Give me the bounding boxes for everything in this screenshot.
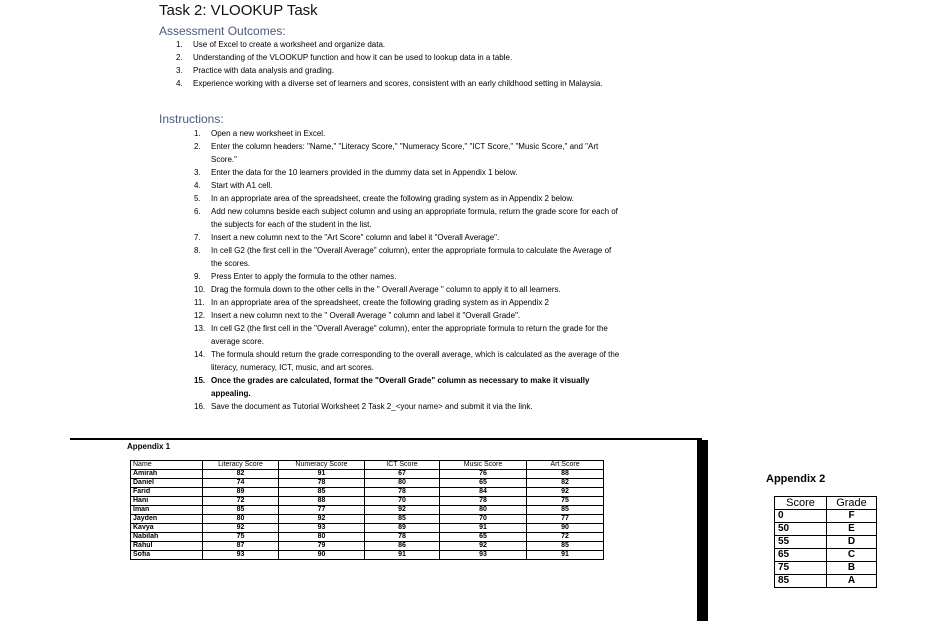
table-row: [775, 549, 877, 562]
table-cell: 78: [279, 479, 365, 488]
divider: [70, 438, 702, 440]
item-text: Understanding of the VLOOKUP function and how it can be used to lookup data in a table.: [193, 53, 513, 62]
table-cell: 85: [365, 515, 440, 524]
table-cell: 92: [440, 542, 527, 551]
table-row: [131, 551, 604, 560]
table-cell: 89: [203, 488, 279, 497]
table-row: [775, 523, 877, 536]
table-cell: 78: [440, 497, 527, 506]
item-text: Once the grades are calculated, format the "Overall Grade" column as necessary to make it visually appealing.: [211, 376, 590, 398]
item-text: Practice with data analysis and grading.: [193, 66, 334, 75]
item-text: Experience working with a diverse set of learners and scores, consistent with an early childhood setting in Malaysia.: [193, 79, 603, 88]
column-header: Score: [775, 497, 827, 510]
item-number: 9.: [194, 272, 201, 281]
table-cell: 92: [279, 515, 365, 524]
table-cell: 90: [279, 551, 365, 560]
table-cell: 91: [440, 524, 527, 533]
table-row: [131, 515, 604, 524]
item-text: In cell G2 (the first cell in the "Overall Average" column), enter the appropriate formula to return the grade for the average score.: [211, 324, 608, 346]
table-cell: Nabilah: [131, 533, 203, 542]
table-cell: 80: [279, 533, 365, 542]
item-text: Open a new worksheet in Excel.: [211, 129, 326, 138]
table-cell: 72: [203, 497, 279, 506]
instructions-item: [194, 283, 624, 296]
appendix-2-label: Appendix 2: [766, 473, 826, 485]
outcomes-item: [176, 38, 621, 51]
item-number: 14.: [194, 350, 206, 359]
table-row: [131, 524, 604, 533]
page-title: Task 2: VLOOKUP Task: [159, 2, 318, 19]
item-number: 11.: [194, 298, 205, 307]
table-cell: A: [827, 575, 877, 588]
table-cell: 65: [775, 549, 827, 562]
table-cell: 78: [365, 488, 440, 497]
item-number: 16.: [194, 402, 206, 411]
table-cell: 93: [203, 551, 279, 560]
outcomes-heading: Assessment Outcomes:: [159, 24, 286, 38]
table-cell: 88: [279, 497, 365, 506]
table-cell: 93: [279, 524, 365, 533]
instructions-item: [194, 127, 624, 140]
table-cell: 77: [527, 515, 604, 524]
column-header: Numeracy Score: [279, 461, 365, 470]
instructions-item: [194, 166, 624, 179]
instructions-heading: Instructions:: [159, 112, 224, 126]
outcomes-item: [176, 64, 621, 77]
table-cell: C: [827, 549, 877, 562]
table-cell: 80: [365, 479, 440, 488]
item-number: 3.: [176, 66, 183, 75]
item-number: 10.: [194, 285, 206, 294]
table-cell: Rahul: [131, 542, 203, 551]
table-cell: 92: [527, 488, 604, 497]
table-cell: E: [827, 523, 877, 536]
learner-scores-table: [130, 460, 604, 560]
table-cell: Sofia: [131, 551, 203, 560]
outcomes-item: [176, 51, 621, 64]
instructions-item: [194, 205, 624, 231]
item-number: 2.: [176, 53, 183, 62]
table-cell: Kavya: [131, 524, 203, 533]
table-cell: 80: [440, 506, 527, 515]
grading-table: [774, 496, 877, 588]
table-cell: 91: [527, 551, 604, 560]
table-cell: 67: [365, 470, 440, 479]
instructions-item: [194, 244, 624, 270]
item-text: Enter the data for the 10 learners provided in the dummy data set in Appendix 1 below.: [211, 168, 518, 177]
instructions-item: [194, 322, 624, 348]
table-cell: 84: [440, 488, 527, 497]
column-header: Literacy Score: [203, 461, 279, 470]
table-cell: 82: [527, 479, 604, 488]
item-number: 12.: [194, 311, 206, 320]
column-header: Music Score: [440, 461, 527, 470]
instructions-item: [194, 309, 624, 322]
table-cell: 50: [775, 523, 827, 536]
column-header: Grade: [827, 497, 877, 510]
item-number: 4.: [176, 79, 183, 88]
table-cell: 92: [365, 506, 440, 515]
table-cell: 65: [440, 533, 527, 542]
outcomes-item: [176, 77, 621, 90]
item-number: 15.: [194, 376, 206, 385]
item-text: Drag the formula down to the other cells in the " Overall Average " column to apply it to all learners.: [211, 285, 561, 294]
item-number: 5.: [194, 194, 201, 203]
item-text: In an appropriate area of the spreadsheet, create the following grading system as in Appendix 2: [211, 298, 549, 307]
table-cell: 91: [279, 470, 365, 479]
table-cell: 85: [527, 506, 604, 515]
table-cell: 88: [527, 470, 604, 479]
column-header: Name: [131, 461, 203, 470]
table-cell: 55: [775, 536, 827, 549]
item-number: 6.: [194, 207, 201, 216]
table-cell: Daniel: [131, 479, 203, 488]
item-number: 4.: [194, 181, 201, 190]
table-cell: Farid: [131, 488, 203, 497]
table-row: [131, 542, 604, 551]
table-cell: 91: [365, 551, 440, 560]
item-number: 1.: [194, 129, 201, 138]
item-text: Press Enter to apply the formula to the other names.: [211, 272, 397, 281]
item-text: In cell G2 (the first cell in the "Overall Average" column), enter the appropriate formula to calculate the Average of the scores.: [211, 246, 612, 268]
item-text: In an appropriate area of the spreadsheet, create the following grading system as in Appendix 2 below.: [211, 194, 574, 203]
table-cell: Hani: [131, 497, 203, 506]
table-cell: 85: [279, 488, 365, 497]
table-cell: 86: [365, 542, 440, 551]
item-number: 8.: [194, 246, 201, 255]
item-number: 7.: [194, 233, 201, 242]
table-cell: 79: [279, 542, 365, 551]
table-cell: 85: [527, 542, 604, 551]
item-text: Use of Excel to create a worksheet and organize data.: [193, 40, 386, 49]
page-edge-bar: [697, 440, 708, 621]
table-cell: 70: [365, 497, 440, 506]
table-row: [131, 479, 604, 488]
column-header: Art Score: [527, 461, 604, 470]
item-text: Insert a new column next to the "Art Score" column and label it "Overall Average".: [211, 233, 500, 242]
table-cell: B: [827, 562, 877, 575]
item-text: The formula should return the grade corresponding to the overall average, which is calculated as the average of the literacy, numeracy, ICT, music, and art scores.: [211, 350, 620, 372]
column-header: ICT Score: [365, 461, 440, 470]
table-cell: Amirah: [131, 470, 203, 479]
table-cell: 75: [775, 562, 827, 575]
instructions-item: [194, 140, 624, 166]
table-cell: 80: [203, 515, 279, 524]
instructions-item: [194, 231, 624, 244]
instructions-item: [194, 400, 624, 413]
table-cell: 65: [440, 479, 527, 488]
outcomes-list: [176, 38, 621, 90]
table-row: [131, 488, 604, 497]
table-cell: 92: [203, 524, 279, 533]
table-cell: 90: [527, 524, 604, 533]
table-cell: 70: [440, 515, 527, 524]
table-cell: 85: [775, 575, 827, 588]
instructions-item: [194, 192, 624, 205]
table-cell: 78: [365, 533, 440, 542]
item-number: 2.: [194, 142, 201, 151]
table-cell: Iman: [131, 506, 203, 515]
table-cell: 93: [440, 551, 527, 560]
instructions-list: [194, 127, 624, 413]
item-number: 3.: [194, 168, 201, 177]
table-cell: 75: [203, 533, 279, 542]
table-row: [131, 470, 604, 479]
table-cell: 76: [440, 470, 527, 479]
table-cell: Jayden: [131, 515, 203, 524]
table-row: [775, 575, 877, 588]
table-cell: 72: [527, 533, 604, 542]
instructions-item: [194, 348, 624, 374]
table-cell: D: [827, 536, 877, 549]
item-text: Start with A1 cell.: [211, 181, 273, 190]
table-cell: 74: [203, 479, 279, 488]
table-cell: 82: [203, 470, 279, 479]
table-cell: 85: [203, 506, 279, 515]
appendix-1-label: Appendix 1: [127, 442, 171, 451]
table-cell: F: [827, 510, 877, 523]
table-row: [775, 510, 877, 523]
table-cell: 0: [775, 510, 827, 523]
table-row: [775, 536, 877, 549]
instructions-item: [194, 296, 624, 309]
item-number: 1.: [176, 40, 183, 49]
item-text: Save the document as Tutorial Worksheet 2 Task 2_<your name> and submit it via the link.: [211, 402, 533, 411]
instructions-item: [194, 270, 624, 283]
appendix-1-section: [70, 438, 702, 621]
table-cell: 87: [203, 542, 279, 551]
table-row: [131, 506, 604, 515]
instructions-item: [194, 374, 624, 400]
instructions-item: [194, 179, 624, 192]
table-cell: 89: [365, 524, 440, 533]
item-text: Add new columns beside each subject column and using an appropriate formula, return the grade score for each of the subjects for each of the student in the list.: [211, 207, 618, 229]
table-row: [131, 533, 604, 542]
item-text: Insert a new column next to the " Overall Average " column and label it "Overall Grade".: [211, 311, 521, 320]
table-cell: 75: [527, 497, 604, 506]
item-number: 13.: [194, 324, 206, 333]
table-row: [775, 562, 877, 575]
item-text: Enter the column headers: "Name," "Literacy Score," "Numeracy Score," "ICT Score," "Music Score," and "Art Score.": [211, 142, 599, 164]
table-cell: 77: [279, 506, 365, 515]
table-row: [131, 497, 604, 506]
